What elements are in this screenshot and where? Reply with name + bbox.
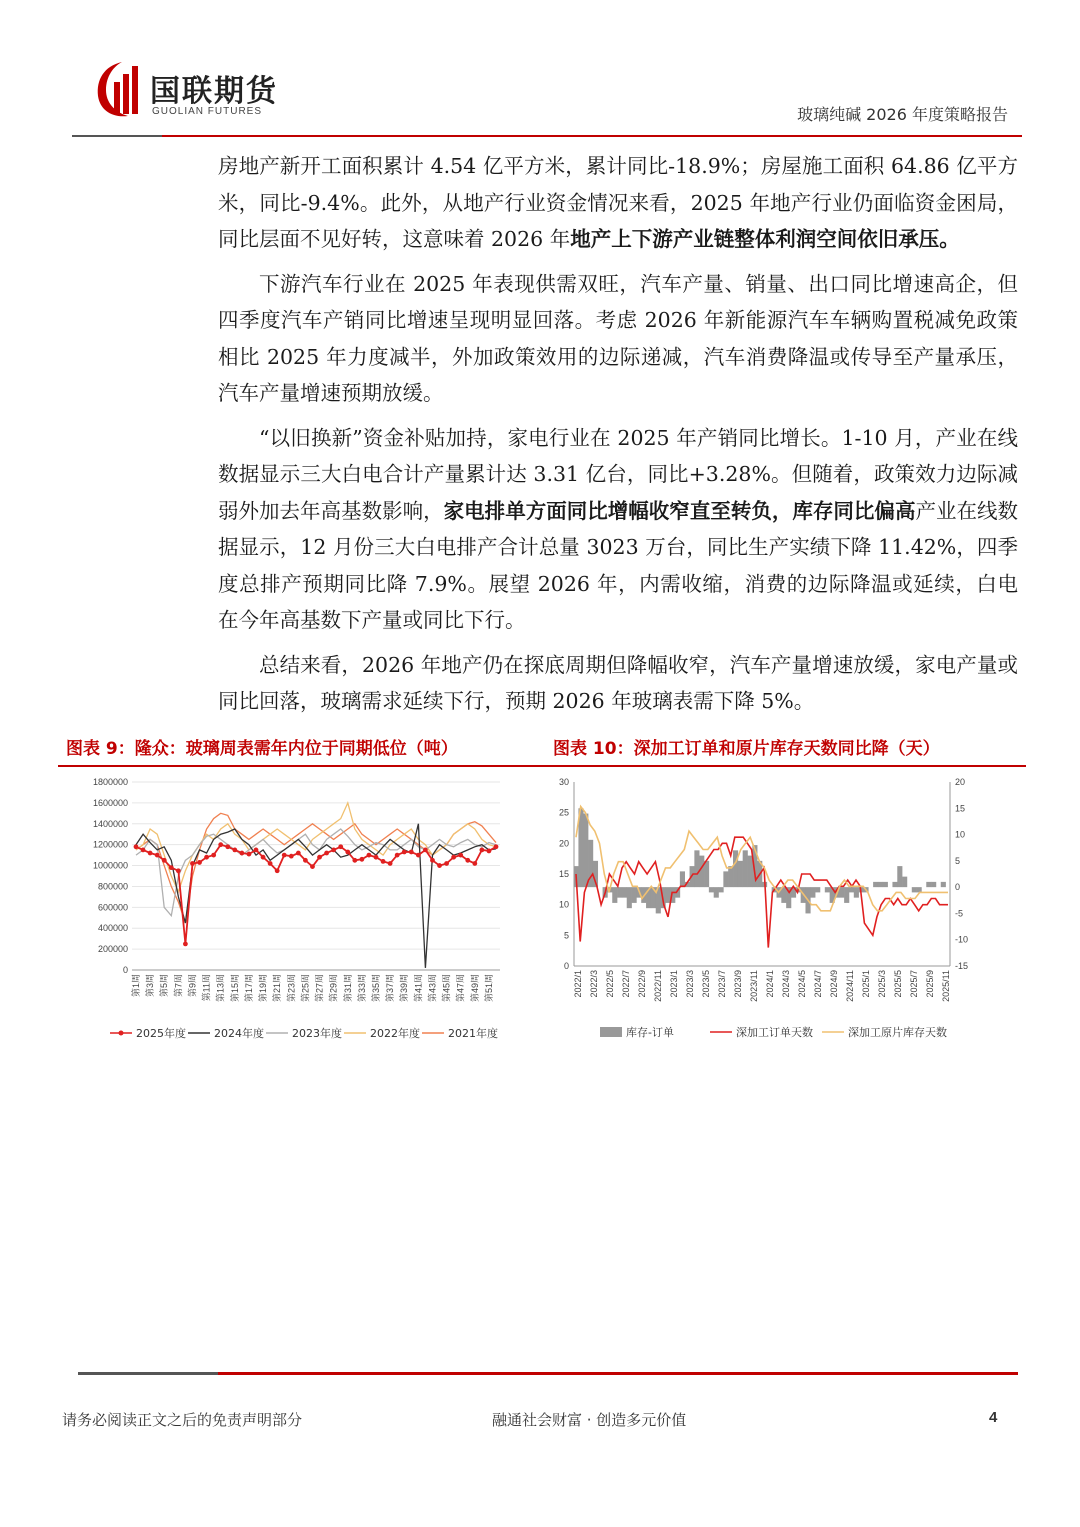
area-bar xyxy=(902,877,907,888)
area-bar xyxy=(723,871,728,887)
paragraph-emphasis: 地产上下游产业链整体利润空间依旧承压。 xyxy=(570,227,960,251)
series-point xyxy=(310,864,315,869)
legend-marker xyxy=(119,1031,124,1036)
chart-processing-orders-inventory xyxy=(540,770,1000,1060)
x-tick-label: 第29周 xyxy=(328,974,339,1003)
series-point xyxy=(211,853,216,858)
paragraph-text: 房地产新开工面积累计 4.54 亿平方米，累计同比-18.9%；房屋施工面积 64.86 亿平方米，同比-9.4%。此外，从地产行业资金情况来看，2025 年地产行业仍面临资金困局，同比层面不见好转，这意味着 2026 年 xyxy=(218,154,1018,251)
area-bar xyxy=(583,814,588,888)
area-bar xyxy=(849,887,854,892)
x-tick-label: 2025/3 xyxy=(877,970,887,998)
logo-chinese-name: 国联期货 xyxy=(150,74,278,109)
y-right-tick-label: 5 xyxy=(955,855,961,866)
y-right-tick-label: -15 xyxy=(955,961,969,971)
area-bar xyxy=(748,856,753,888)
area-bar xyxy=(926,882,931,887)
series-point xyxy=(416,853,421,858)
x-tick-label: 2023/11 xyxy=(749,970,759,1002)
header-divider-accent xyxy=(72,135,162,137)
series-point xyxy=(282,853,287,858)
series-point xyxy=(458,853,463,858)
series-point xyxy=(359,857,364,862)
paragraph-text: “以旧换新”资金补贴加持，家电行业在 2025 年产销同比增长。1-10 月，产业在线数据显示三大白电合计产量累计达 3.31 亿台，同比+3.28%。但随着，政策效力边际减弱外加去年高基数影响， xyxy=(218,425,1018,523)
y-tick-label: 200000 xyxy=(97,944,128,955)
series-point xyxy=(479,847,484,852)
series-point xyxy=(162,858,167,863)
x-tick-label: 2025/11 xyxy=(941,970,951,1002)
series-point xyxy=(409,850,414,855)
area-bar xyxy=(810,887,815,898)
y-right-tick-label: -5 xyxy=(955,908,964,919)
x-tick-label: 第31周 xyxy=(342,974,353,1003)
area-bar xyxy=(897,866,902,887)
x-tick-label: 2023/3 xyxy=(685,970,695,998)
series-point xyxy=(402,850,407,855)
y-right-tick-label: 20 xyxy=(955,777,966,787)
y-right-tick-label: 15 xyxy=(955,803,966,814)
area-bar xyxy=(743,850,748,887)
series-point xyxy=(331,847,336,852)
area-bar xyxy=(733,850,738,887)
y-right-tick-label: 10 xyxy=(955,829,966,840)
area-bar xyxy=(632,887,637,903)
series-point xyxy=(465,858,470,863)
x-tick-label: 第1周 xyxy=(131,974,141,998)
series-point xyxy=(232,847,237,852)
x-tick-label: 第47周 xyxy=(455,974,466,1003)
area-bar xyxy=(617,887,622,898)
series-point xyxy=(169,865,174,870)
series-point xyxy=(451,855,456,860)
series-point xyxy=(472,861,477,866)
series-point xyxy=(176,868,181,873)
area-bar xyxy=(738,861,743,887)
series-point xyxy=(261,855,266,860)
series-point xyxy=(317,855,322,860)
series-point xyxy=(289,854,294,859)
area-bar xyxy=(612,887,617,903)
y-left-tick-label: 5 xyxy=(563,930,569,941)
x-tick-label: 2024/5 xyxy=(797,970,807,998)
series-point xyxy=(148,851,153,856)
series-point xyxy=(204,855,209,860)
legend-label: 2022年度 xyxy=(370,1027,420,1040)
x-tick-label: 第39周 xyxy=(399,974,410,1003)
area-bar xyxy=(854,887,859,898)
area-bar xyxy=(714,887,719,898)
x-tick-label: 第37周 xyxy=(385,974,396,1003)
paragraph-summary: 总结来看，2026 年地产仍在探底周期但降幅收窄，汽车产量增速放缓，家电产量或同比回落，玻璃需求延续下行，预期 2026 年玻璃表需下降 5%。 xyxy=(218,652,1018,713)
x-tick-label: 2023/5 xyxy=(701,970,711,998)
y-left-tick-label: 10 xyxy=(558,899,569,910)
series-point xyxy=(225,844,230,849)
logo-emblem-icon xyxy=(92,58,148,120)
legend-label: 2021年度 xyxy=(448,1027,498,1040)
series-point xyxy=(444,861,449,866)
series-point xyxy=(487,849,492,854)
series-point xyxy=(183,941,188,946)
area-bar xyxy=(704,861,709,887)
paragraph-emphasis: 家电排单方面同比增幅收窄直至转负，库存同比偏高 xyxy=(443,498,916,523)
figure-caption-divider xyxy=(58,765,1026,767)
x-tick-label: 第5周 xyxy=(159,974,170,998)
y-tick-label: 1400000 xyxy=(92,818,128,829)
x-tick-label: 2022/5 xyxy=(605,970,615,998)
x-tick-label: 2025/9 xyxy=(925,970,935,998)
x-tick-label: 第43周 xyxy=(427,974,438,1003)
area-bar xyxy=(839,887,844,898)
series-point xyxy=(367,853,372,858)
y-left-tick-label: 30 xyxy=(558,777,569,787)
footer-divider-accent xyxy=(78,1372,218,1375)
x-tick-label: 第15周 xyxy=(229,974,240,1003)
y-tick-label: 1200000 xyxy=(92,839,128,850)
x-tick-label: 第9周 xyxy=(187,974,198,998)
series-point xyxy=(352,858,357,863)
legend-label: 库存-订单 xyxy=(626,1026,674,1039)
area-bar xyxy=(622,887,627,898)
x-tick-label: 2022/1 xyxy=(573,970,583,998)
x-tick-label: 第3周 xyxy=(145,974,156,998)
area-bar xyxy=(694,850,699,887)
area-bar xyxy=(728,866,733,887)
x-tick-label: 第19周 xyxy=(258,974,269,1003)
figure-10-caption: 图表 10：深加工订单和原片库存天数同比降（天） xyxy=(553,739,940,759)
series-point xyxy=(381,859,386,864)
y-left-tick-label: 25 xyxy=(558,807,569,818)
company-logo xyxy=(92,62,352,122)
paragraph-appliances xyxy=(218,420,1018,639)
chart-10-svg xyxy=(540,770,1000,1060)
figure-9-caption: 图表 9：隆众：玻璃周表需年内位于同期低位（吨） xyxy=(66,739,458,759)
series-point xyxy=(190,861,195,866)
x-tick-label: 2023/9 xyxy=(733,970,743,998)
series-line xyxy=(136,813,496,923)
x-tick-label: 第11周 xyxy=(201,974,212,1002)
x-tick-label: 第27周 xyxy=(314,974,325,1003)
footer-disclaimer: 请务必阅读正文之后的免责声明部分 xyxy=(62,1411,303,1429)
y-right-tick-label: 0 xyxy=(955,882,961,893)
header-divider xyxy=(72,135,1022,137)
x-tick-label: 2024/11 xyxy=(845,970,855,1002)
x-tick-label: 2022/3 xyxy=(589,970,599,998)
area-bar xyxy=(781,887,786,903)
series-point xyxy=(247,852,252,857)
series-point xyxy=(374,855,379,860)
legend-label: 深加工订单天数 xyxy=(736,1026,813,1039)
series-point xyxy=(395,853,400,858)
area-bar xyxy=(665,887,670,903)
x-tick-label: 2023/1 xyxy=(669,970,679,998)
y-left-tick-label: 20 xyxy=(558,838,569,849)
footer-divider xyxy=(218,1372,1018,1375)
area-bar xyxy=(892,882,897,887)
series-point xyxy=(134,844,139,849)
area-bar xyxy=(912,887,917,892)
paragraph-auto: 下游汽车行业在 2025 年表现供需双旺，汽车产量、销量、出口同比增速高企，但四季度汽车产销同比增速呈现明显回落。考虑 2026 年新能源汽车车辆购置税减免政策相比 2025 年力度减半，外加政策效用的边际递减，汽车消费降温或传导至产量承压，汽车产量增速预期放缓。 xyxy=(218,271,1018,405)
x-tick-label: 第49周 xyxy=(469,974,480,1003)
legend-label: 2025年度 xyxy=(136,1027,186,1040)
series-point xyxy=(254,847,259,852)
legend-label: 深加工原片库存天数 xyxy=(848,1026,947,1039)
series-point xyxy=(155,853,160,858)
x-tick-label: 第13周 xyxy=(215,974,226,1003)
legend-label: 2023年度 xyxy=(292,1027,342,1040)
series-line xyxy=(136,829,496,916)
x-tick-label: 第41周 xyxy=(413,974,424,1003)
series-point xyxy=(437,863,442,868)
body-text xyxy=(218,148,1018,728)
report-title: 玻璃纯碱 2026 年度策略报告 xyxy=(797,105,1008,124)
y-tick-label: 1800000 xyxy=(92,777,128,787)
area-bar xyxy=(680,871,685,887)
x-tick-label: 2024/7 xyxy=(813,970,823,998)
x-tick-label: 2025/7 xyxy=(909,970,919,998)
series-point xyxy=(388,861,393,866)
series-point xyxy=(494,844,499,849)
area-bar xyxy=(844,887,849,903)
y-tick-label: 1000000 xyxy=(92,860,128,871)
series-point xyxy=(338,844,343,849)
page-header xyxy=(0,0,1080,135)
x-tick-label: 2025/5 xyxy=(893,970,903,998)
y-tick-label: 800000 xyxy=(97,881,128,892)
x-tick-label: 第25周 xyxy=(300,974,311,1003)
y-tick-label: 0 xyxy=(122,965,128,975)
x-tick-label: 2023/7 xyxy=(717,970,727,998)
series-point xyxy=(423,847,428,852)
series-point xyxy=(268,861,273,866)
y-tick-label: 1600000 xyxy=(92,797,128,808)
page-number: 4 xyxy=(989,1409,998,1426)
y-right-tick-label: -10 xyxy=(955,934,969,945)
area-bar xyxy=(931,882,936,887)
area-bar xyxy=(873,882,878,887)
x-tick-label: 2024/1 xyxy=(765,970,775,998)
paragraph-real-estate xyxy=(218,148,1018,258)
x-tick-label: 第23周 xyxy=(286,974,297,1003)
series-point xyxy=(197,860,202,865)
footer-slogan: 融通社会财富 · 创造多元价值 xyxy=(492,1411,687,1429)
x-tick-label: 第45周 xyxy=(441,974,452,1003)
series-point xyxy=(303,858,308,863)
x-tick-label: 2025/1 xyxy=(861,970,871,998)
x-tick-label: 2024/9 xyxy=(829,970,839,998)
legend-label: 2024年度 xyxy=(214,1027,264,1040)
y-left-tick-label: 15 xyxy=(558,869,569,879)
y-tick-label: 600000 xyxy=(97,902,128,913)
x-tick-label: 2022/7 xyxy=(621,970,631,998)
chart-9-svg xyxy=(70,770,510,1060)
series-point xyxy=(239,851,244,856)
area-bar xyxy=(941,882,946,887)
series-point xyxy=(324,851,329,856)
paragraph-text: 产业在线数据显示，12 月份三大白电排产合计总量 3023 万台，同比生产实绩下降 11.42%，四季度总排产预期同比降 7.9%。展望 2026 年，内需收缩，消费的边际降温或延续，白电在今年高基数下产量或同比下行。 xyxy=(218,498,1019,632)
area-bar xyxy=(825,887,830,892)
x-tick-label: 第7周 xyxy=(173,974,184,998)
x-tick-label: 第21周 xyxy=(272,974,283,1003)
series-point xyxy=(218,842,223,847)
y-tick-label: 400000 xyxy=(97,923,128,934)
series-point xyxy=(430,858,435,863)
area-bar xyxy=(709,887,714,892)
x-tick-label: 第17周 xyxy=(243,974,254,1003)
x-tick-label: 2024/3 xyxy=(781,970,791,998)
x-tick-label: 2022/9 xyxy=(637,970,647,998)
x-tick-label: 第35周 xyxy=(371,974,381,1003)
area-bar xyxy=(878,882,883,887)
area-bar xyxy=(719,887,724,892)
series-point xyxy=(296,851,301,856)
area-bar xyxy=(627,887,632,908)
x-tick-label: 第33周 xyxy=(356,974,367,1003)
area-bar xyxy=(883,882,888,887)
x-tick-label: 2022/11 xyxy=(653,970,663,1002)
area-bar xyxy=(815,887,820,892)
series-point xyxy=(275,868,280,873)
chart-glass-weekly-demand xyxy=(70,770,510,1060)
logo-english-name: GUOLIAN FUTURES xyxy=(152,106,263,117)
legend-swatch xyxy=(600,1027,622,1037)
y-left-tick-label: 0 xyxy=(563,961,569,971)
series-point xyxy=(141,847,146,852)
series-point xyxy=(345,850,350,855)
x-tick-label: 第51周 xyxy=(483,974,494,1003)
